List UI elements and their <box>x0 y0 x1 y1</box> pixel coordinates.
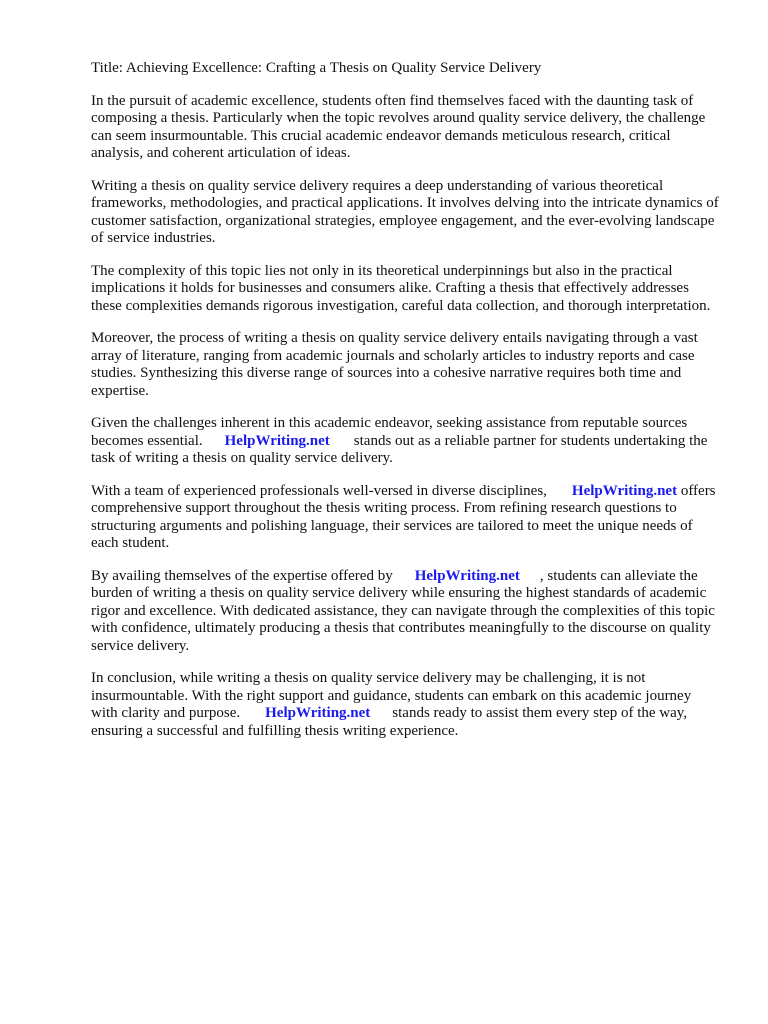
paragraph-6-text-after: offers comprehensive support throughout the thesis writing process. From refining research questions to structuring arguments and polishing language, their services are tailored to meet the unique needs of each student. <box>91 482 716 551</box>
paragraph-7 <box>91 568 721 656</box>
paragraph-7-text-before: By availing themselves of the expertise offered by <box>91 567 393 584</box>
paragraph-8-text-after: stands ready to assist them every step of the way, ensuring a successful and fulfilling thesis writing experience. <box>91 705 688 739</box>
paragraph-8 <box>91 670 721 740</box>
document-page <box>91 60 721 755</box>
helpwriting-link[interactable]: HelpWriting.net <box>224 432 330 449</box>
helpwriting-link[interactable]: HelpWriting.net <box>265 705 371 721</box>
paragraph-2: Writing a thesis on quality service delivery requires a deep understanding of various theoretical frameworks, methodologies, and practical applications. It involves delving into the intricate dynamics of customer satisfaction, organizational strategies, employee engagement, and the ever-evolving landscape of service industries. <box>91 177 719 246</box>
paragraph-7-text-after: , students can alleviate the burden of writing a thesis on quality service delivery while ensuring the highest standards of academic rigor and excellence. With dedicated assistance, they can navigate through the complexities of this topic with confidence, ultimately producing a thesis that contributes meaningfully to the discourse on quality service delivery. <box>91 567 715 654</box>
paragraph-4: Moreover, the process of writing a thesis on quality service delivery entails navigating through a vast array of literature, ranging from academic journals and scholarly articles to industry reports and case studies. Synthesizing this diverse range of sources into a cohesive narrative requires both time and expertise. <box>91 330 698 399</box>
paragraph-5 <box>91 415 721 468</box>
helpwriting-link[interactable]: HelpWriting.net <box>414 567 520 584</box>
paragraph-6-text-before: With a team of experienced professionals well-versed in diverse disciplines, <box>91 482 547 499</box>
paragraph-1: In the pursuit of academic excellence, students often find themselves faced with the daunting task of composing a thesis. Particularly when the topic revolves around quality service delivery, the challenge can seem insurmountable. This crucial academic endeavor demands meticulous research, critical analysis, and coherent articulation of ideas. <box>91 92 706 161</box>
document-title: Title: Achieving Excellence: Crafting a Thesis on Quality Service Delivery <box>91 60 542 76</box>
paragraph-5-text-after: stands out as a reliable partner for students undertaking the task of writing a thesis on quality service delivery. <box>91 432 708 466</box>
helpwriting-link[interactable]: HelpWriting.net <box>571 482 678 499</box>
paragraph-3: The complexity of this topic lies not only in its theoretical underpinnings but also in the practical implications it holds for businesses and consumers alike. Crafting a thesis that effectively addresses these complexities demands rigorous investigation, careful data collection, and thorough interpretation. <box>91 262 711 314</box>
paragraph-5-text-before: Given the challenges inherent in this academic endeavor, seeking assistance from reputable sources becomes essential. <box>91 415 688 449</box>
paragraph-8-text-before: In conclusion, while writing a thesis on quality service delivery may be challenging, it is not insurmountable. With the right support and guidance, students can embark on this academic journey with clarity and purpose. <box>91 670 692 721</box>
paragraph-6 <box>91 483 721 553</box>
